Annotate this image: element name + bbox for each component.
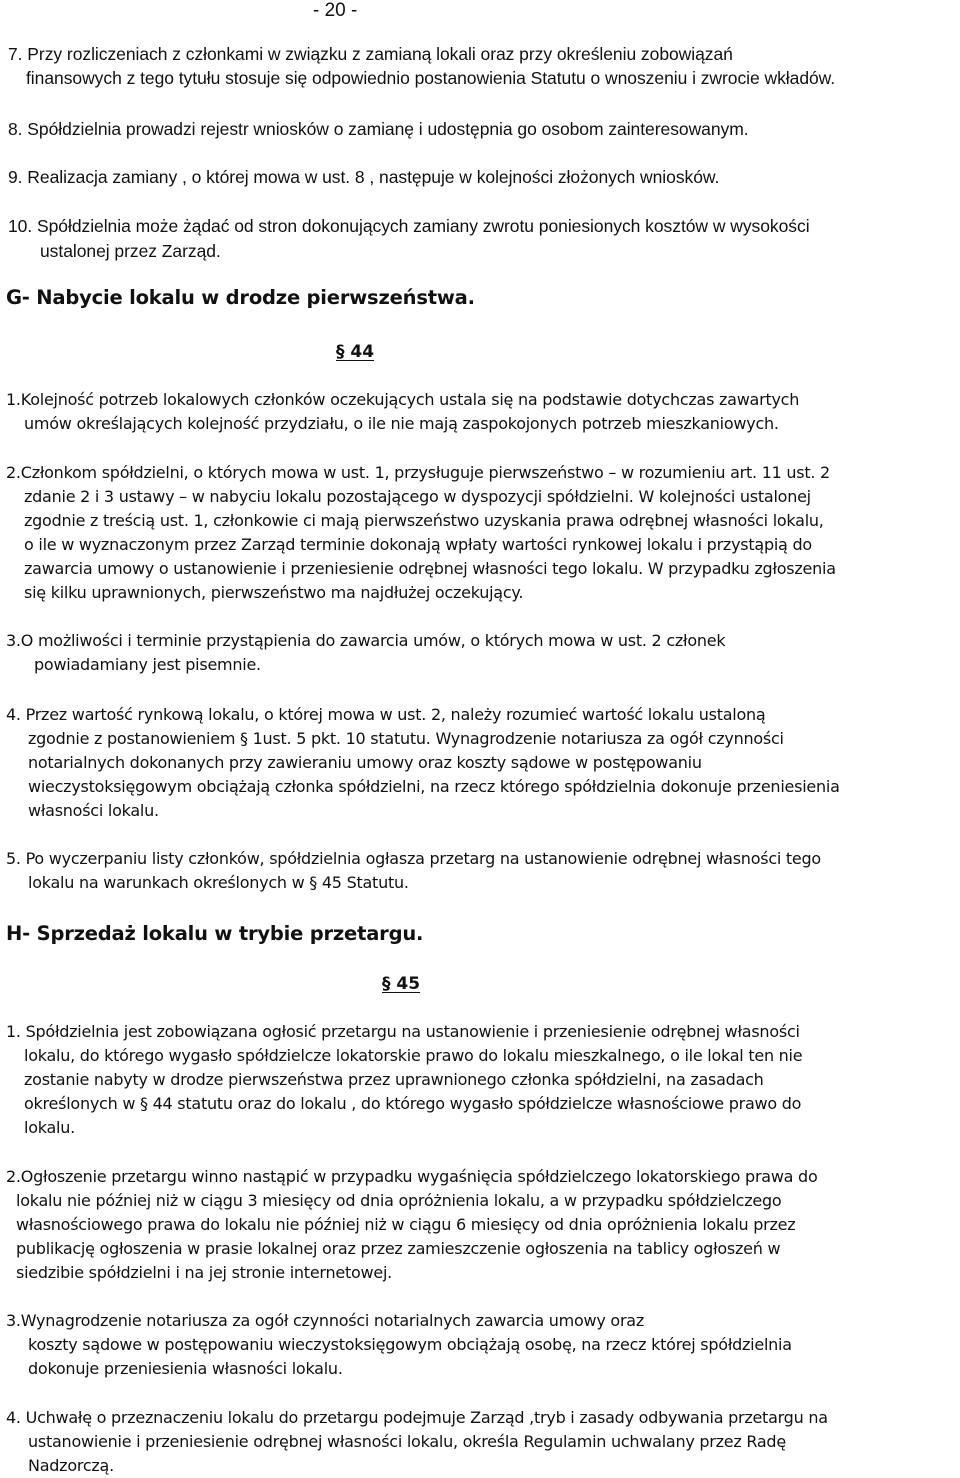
paragraph-line: 4. Uchwałę o przeznaczeniu lokalu do przetargu podejmuje Zarząd ,tryb i zasady odbywania przetargu na (6, 1408, 828, 1427)
paragraph-line: koszty sądowe w postępowaniu wieczystoksięgowym obciążają osobę, na rzecz której spółdzielnia (28, 1335, 792, 1354)
paragraph-line: wieczystoksięgowym obciążają członka spółdzielni, na rzecz którego spółdzielnia dokonuje przeniesienia (28, 777, 840, 796)
paragraph-line: lokalu na warunkach określonych w § 45 Statutu. (28, 873, 409, 892)
paragraph-line: zdanie 2 i 3 ustawy – w nabyciu lokalu pozostającego w dyspozycji spółdzielni. W kolejności ustalonej (24, 487, 811, 506)
paragraph-number-45: § 45 (382, 974, 421, 994)
paragraph-line: 9. Realizacja zamiany , o której mowa w ust. 8 , następuje w kolejności złożonych wniosków. (8, 167, 720, 187)
paragraph-line: własnościowego prawa do lokalu nie później niż w ciągu 6 miesięcy od dnia opróżnienia lokalu przez (16, 1215, 796, 1234)
paragraph-line: lokalu. (24, 1118, 75, 1137)
paragraph-line: ustanowienie i przeniesienie odrębnej własności lokalu, określa Regulamin uchwalany przez Radę (28, 1432, 786, 1451)
paragraph-line: ustalonej przez Zarząd. (40, 241, 221, 261)
paragraph-number-44: § 44 (336, 342, 375, 362)
paragraph-line: zawarcia umowy o ustanowienie i przeniesienie odrębnej własności tego lokalu. W przypadku zgłoszenia (24, 559, 836, 578)
paragraph-line: o ile w wyznaczonym przez Zarząd terminie dokonają wpłaty wartości rynkowej lokalu i przystąpią do (24, 535, 812, 554)
paragraph-line: umów określających kolejność przydziału, o ile nie mają zaspokojonych potrzeb mieszkaniowych. (24, 414, 779, 433)
paragraph-line: zgodnie z treścią ust. 1, członkowie ci mają pierwszeństwo uzyskania prawa odrębnej własności lokalu, (24, 511, 824, 530)
paragraph-line: 3.Wynagrodzenie notariusza za ogół czynności notarialnych zawarcia umowy oraz (6, 1311, 644, 1330)
paragraph-line: 1.Kolejność potrzeb lokalowych członków oczekujących ustala się na podstawie dotychczas zawartych (6, 390, 800, 409)
paragraph-line: własności lokalu. (28, 801, 159, 820)
paragraph-line: lokalu nie później niż w ciągu 3 miesięcy od dnia opróżnienia lokalu, a w przypadku spółdzielczego (16, 1191, 782, 1210)
paragraph-line: notarialnych dokonanych przy zawieraniu umowy oraz koszty sądowe w postępowaniu (28, 753, 702, 772)
paragraph-line: zostanie nabyty w drodze pierwszeństwa przez uprawnionego członka spółdzielni, na zasadach (24, 1070, 764, 1089)
paragraph-line: Nadzorczą. (28, 1456, 114, 1475)
paragraph-line: lokalu, do którego wygasło spółdzielcze lokatorskie prawo do lokalu mieszkalnego, o ile lokal ten nie (24, 1046, 803, 1065)
paragraph-line: określonych w § 44 statutu oraz do lokalu , do którego wygasło spółdzielcze własnościowe prawo do (24, 1094, 802, 1113)
paragraph-line: 4. Przez wartość rynkową lokalu, o której mowa w ust. 2, należy rozumieć wartość lokalu ustaloną (6, 705, 766, 724)
paragraph-line: zgodnie z postanowieniem § 1ust. 5 pkt. 10 statutu. Wynagrodzenie notariusza za ogół czynności (28, 729, 784, 748)
paragraph-line: finansowych z tego tytułu stosuje się odpowiednio postanowienia Statutu o wnoszeniu i zwrocie wkładów. (26, 68, 836, 88)
paragraph-line: się kilku uprawnionych, pierwszeństwo ma najdłużej oczekujący. (24, 583, 524, 602)
paragraph-line: powiadamiany jest pisemnie. (34, 655, 261, 674)
section-heading-h: H- Sprzedaż lokalu w trybie przetargu. (6, 922, 424, 945)
section-heading-g: G- Nabycie lokalu w drodze pierwszeństwa. (6, 286, 475, 309)
paragraph-line: dokonuje przeniesienia własności lokalu. (28, 1359, 343, 1378)
paragraph-line: 2.Ogłoszenie przetargu winno nastąpić w przypadku wygaśnięcia spółdzielczego lokatorskiego prawa do (6, 1167, 818, 1186)
paragraph-line: publikację ogłoszenia w prasie lokalnej oraz przez zamieszczenie ogłoszenia na tablicy ogłoszeń w (16, 1239, 781, 1258)
paragraph-line: 2.Członkom spółdzielni, o których mowa w ust. 1, przysługuje pierwszeństwo – w rozumieniu art. 11 ust. 2 (6, 463, 830, 482)
paragraph-line: 5. Po wyczerpaniu listy członków, spółdzielnia ogłasza przetarg na ustanowienie odrębnej własności tego (6, 849, 821, 868)
paragraph-line: siedzibie spółdzielni i na jej stronie internetowej. (16, 1263, 392, 1282)
paragraph-line: 10. Spółdzielnia może żądać od stron dokonujących zamiany zwrotu poniesionych kosztów w wysokości (8, 216, 810, 236)
paragraph-line: 3.O możliwości i terminie przystąpienia do zawarcia umów, o których mowa w ust. 2 członek (6, 631, 726, 650)
paragraph-line: 7. Przy rozliczeniach z członkami w związku z zamianą lokali oraz przy określeniu zobowiązań (8, 44, 733, 64)
paragraph-line: 8. Spółdzielnia prowadzi rejestr wniosków o zamianę i udostępnia go osobom zainteresowanym. (8, 119, 749, 139)
paragraph-line: 1. Spółdzielnia jest zobowiązana ogłosić przetargu na ustanowienie i przeniesienie odrębnej własności (6, 1022, 800, 1041)
page-number: - 20 - (313, 0, 358, 21)
